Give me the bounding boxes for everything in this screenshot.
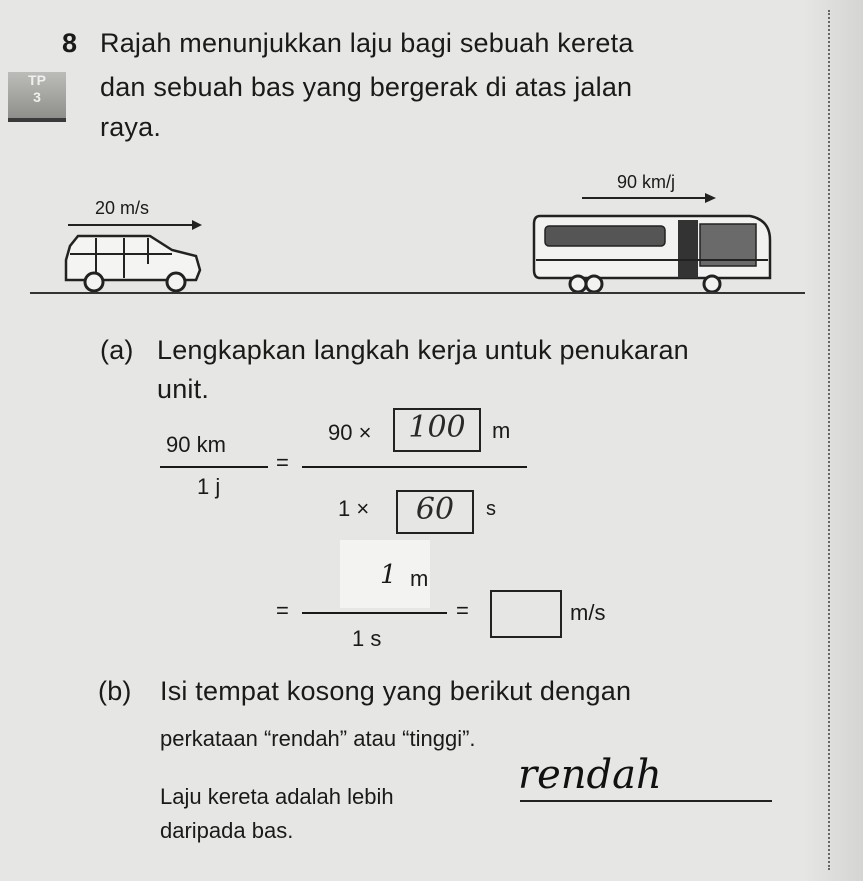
- diagram-drawing: [0, 160, 820, 300]
- result-answer-box[interactable]: [490, 590, 562, 638]
- bus-icon: [534, 216, 770, 292]
- equals-sign-3: =: [456, 598, 469, 623]
- equals-sign-1: =: [276, 450, 289, 475]
- part-b-line2: perkataan “rendah” atau “tinggi”.: [160, 726, 476, 751]
- part-b-line4: daripada bas.: [160, 818, 294, 843]
- numerator-answer-box[interactable]: 100: [393, 408, 481, 452]
- vehicle-diagram: [0, 160, 820, 300]
- car-arrow-icon: [68, 220, 202, 230]
- part-b-handwritten-answer[interactable]: rendah: [518, 752, 662, 798]
- step2-denominator: 1 s: [352, 626, 382, 651]
- lhs-denominator: 1 j: [197, 474, 221, 499]
- tp-level-badge: [8, 72, 66, 122]
- question-number: 8: [62, 28, 78, 58]
- step2-numerator-unit: m: [410, 566, 429, 591]
- denominator-unit: s: [486, 498, 496, 520]
- binding-dots: [828, 10, 833, 870]
- result-unit: m/s: [570, 600, 606, 625]
- tp-badge-top: TP: [28, 72, 46, 88]
- bus-speed-label: 90 km/j: [617, 172, 676, 192]
- part-b-line3: Laju kereta adalah lebih: [160, 784, 394, 809]
- lhs-fraction-bar: [160, 466, 268, 468]
- page-edge-shadow: [803, 0, 863, 881]
- car-icon: [66, 236, 200, 291]
- question-text-line3: raya.: [100, 112, 162, 142]
- denominator-answer-box[interactable]: 60: [396, 490, 474, 534]
- part-b-line1: Isi tempat kosong yang berikut dengan: [160, 676, 632, 706]
- question-text-line2: dan sebuah bas yang bergerak di atas jalan: [100, 72, 633, 102]
- numerator-unit: m: [492, 418, 511, 443]
- bus-arrow-icon: [582, 193, 716, 203]
- question-text-line1: Rajah menunjukkan laju bagi sebuah kereta: [100, 28, 634, 58]
- tp-badge-bottom: 3: [33, 89, 41, 105]
- car-speed-label: 20 m/s: [95, 198, 150, 218]
- part-a-line2: unit.: [157, 374, 210, 404]
- part-a-line1: Lengkapkan langkah kerja untuk penukaran: [157, 335, 689, 365]
- rhs-fraction-bar: [302, 466, 527, 468]
- numerator-prefix: 90 ×: [328, 420, 372, 445]
- part-b-label: (b): [98, 676, 132, 706]
- step2-fraction-bar: [302, 612, 447, 614]
- denominator-prefix: 1 ×: [338, 496, 370, 521]
- lhs-numerator: 90 km: [166, 432, 226, 457]
- part-a-label: (a): [100, 335, 134, 365]
- step2-numerator-fill[interactable]: 1: [380, 560, 397, 590]
- answer-blank-line: [520, 800, 772, 802]
- equals-sign-2: =: [276, 598, 289, 623]
